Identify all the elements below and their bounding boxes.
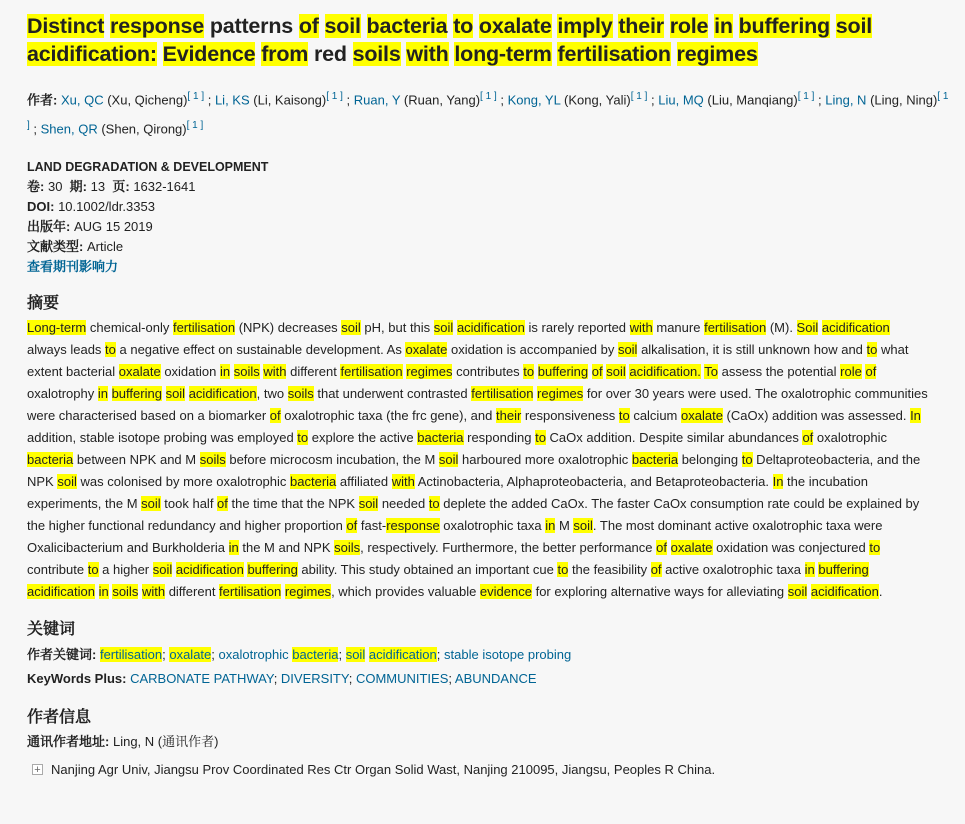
abstract-segment: . (878, 583, 883, 599)
author-affiliation-ref[interactable]: [ 1 ] (27, 91, 949, 132)
title-word: with (406, 42, 449, 66)
abstract-segment: the incubation experiments, the M (27, 473, 868, 511)
highlighted-term: to (869, 539, 881, 555)
highlighted-term: to (87, 561, 99, 577)
author-fullname: (Kong, Yali) (563, 92, 631, 108)
title-word: long-term (454, 42, 552, 66)
abstract-segment: Deltaproteobacteria, and the NPK (27, 451, 921, 489)
abstract-heading: 摘要 (27, 294, 60, 312)
abstract-segment: that underwent contrasted (313, 385, 472, 401)
issue-value: 13 (90, 178, 106, 194)
abstract-segment: responsiveness (521, 407, 619, 423)
abstract-segment: assess the potential (718, 363, 841, 379)
abstract-segment: was colonised by more oxalotrophic (76, 473, 291, 489)
title-word: from (261, 42, 309, 66)
volume-value: 30 (47, 178, 63, 194)
highlighted-term: of (650, 561, 662, 577)
abstract-segment: addition, stable isotope probing was employed (27, 429, 298, 445)
highlighted-term: soil (787, 583, 808, 599)
author-keywords-label: 作者关键词: (27, 646, 97, 662)
abstract-segment: responding (463, 429, 536, 445)
highlighted-term: buffering (247, 561, 298, 577)
highlighted-term: bacteria (290, 473, 337, 489)
highlighted-term: soil (165, 385, 186, 401)
authors-label: 作者: (27, 92, 58, 108)
highlighted-term: fertilisation (704, 319, 767, 335)
highlighted-term: to (297, 429, 309, 445)
title-word: Distinct (27, 14, 105, 38)
highlighted-term: soils (199, 451, 226, 467)
author-link[interactable]: Ling, N (825, 92, 867, 108)
abstract-segment: active oxalotrophic taxa (661, 561, 805, 577)
title-word: soil (324, 14, 361, 38)
author-fullname: (Ruan, Yang) (403, 92, 481, 108)
title-word: of (298, 14, 319, 38)
highlighted-term: in (804, 561, 815, 577)
article-title (27, 12, 951, 68)
abstract-segment: ability. This study obtained an important cue (297, 561, 558, 577)
abstract-segment: oxalotrophic taxa (439, 517, 546, 533)
abstract-segment: chemical-only (86, 319, 173, 335)
author-affiliation-ref[interactable]: [ 1 ] (187, 91, 205, 102)
keywords-heading: 关键词 (27, 620, 76, 638)
highlighted-term: with (629, 319, 653, 335)
highlighted-term: of (802, 429, 814, 445)
title-word: in (714, 14, 733, 38)
keyword-part: fertilisation (99, 646, 163, 662)
corresponding-author (27, 731, 951, 753)
abstract-segment: oxidation is accompanied by (447, 341, 618, 357)
highlighted-term: oxalate (670, 539, 713, 555)
highlighted-term: in (219, 363, 231, 379)
keyword-part: soil (345, 646, 366, 662)
highlighted-term: of (269, 407, 281, 423)
abstract-segment: . The most dominant active oxalotrophic taxa were Oxalicibacterium and Burkholderia (27, 517, 883, 555)
highlighted-term: soils (112, 583, 139, 599)
highlighted-term: of (346, 517, 358, 533)
author-affiliation-ref[interactable]: [ 1 ] (797, 91, 815, 102)
abstract-segment: Actinobacteria, Alphaproteobacteria, and Betaproteobacteria. (414, 473, 773, 489)
abstract-segment: (CaOx) addition was assessed. (722, 407, 911, 423)
highlighted-term: buffering (537, 363, 589, 379)
keyword-part: bacteria (292, 646, 339, 662)
pages-value: 1632-1641 (133, 178, 196, 194)
doctype-value: Article (86, 238, 124, 254)
highlighted-term: of (656, 539, 667, 555)
highlighted-term: with (263, 363, 287, 379)
keyword-plus-link[interactable]: CARBONATE PATHWAY (130, 670, 274, 686)
abstract-segment: calcium (629, 407, 681, 423)
title-word: imply (557, 14, 613, 38)
title-word: response (110, 14, 205, 38)
highlighted-term: Long-term (27, 319, 87, 335)
abstract-segment: , two (256, 385, 288, 401)
highlighted-term: soil (617, 341, 638, 357)
highlighted-term: In (772, 473, 784, 489)
issue-label: 期: (69, 178, 88, 194)
abstract-segment: CaOx addition. Despite similar abundances (545, 429, 803, 445)
abstract-segment: (M). (766, 319, 797, 335)
author-link[interactable]: Liu, MQ (658, 92, 704, 108)
highlighted-term: evidence (479, 583, 532, 599)
author-keyword-link[interactable] (346, 647, 437, 662)
abstract-segment: explore the active (308, 429, 418, 445)
abstract-segment: oxidation was conjectured (712, 539, 870, 555)
highlighted-term: Soil (796, 319, 819, 335)
keyword-part: stable isotope probing (444, 646, 572, 662)
title-word: to (453, 14, 474, 38)
abstract-segment: is rarely reported (524, 319, 630, 335)
author-fullname: (Ling, Ning) (870, 92, 938, 108)
authors-line: 作者: Xu, QC (Xu, Qicheng)[ 1 ] ; Li, KS (Li, Kaisong)[ 1 ] ; Ruan, Y (Ruan, Yang)[ 1 ] ; Kong, YL (Kong, Yali)[ 1 ] ; Liu, MQ (Liu, Manqiang)[ 1 ] ; Ling, N (Ling, Ning)[ 1 ] ; Shen, QR (Shen, Qirong)[ 1 ] (27, 91, 949, 137)
abstract-segment: , respectively. Furthermore, the better performance (360, 539, 657, 555)
highlighted-term: to (105, 341, 116, 357)
highlighted-term: in (228, 539, 239, 555)
doi-label: DOI: (27, 198, 55, 214)
author-keyword-link[interactable] (169, 647, 211, 662)
author-fullname: (Li, Kaisong) (253, 92, 327, 108)
highlighted-term: with (141, 583, 166, 599)
pubyear-label: 出版年: (27, 218, 71, 234)
abstract-segment: fast- (357, 517, 387, 533)
author-link[interactable]: Li, KS (214, 92, 250, 108)
title-word: buffering (738, 14, 830, 38)
volume-label: 卷: (27, 178, 45, 194)
title-word: red (313, 42, 347, 66)
highlighted-term: soil (152, 561, 173, 577)
highlighted-term: to (866, 341, 878, 357)
author-fullname: (Shen, Qirong) (101, 121, 187, 137)
keywords-plus-label: KeyWords Plus: (27, 670, 127, 686)
title-word: bacteria (366, 14, 448, 38)
highlighted-term: of (591, 363, 603, 379)
abstract-segment: harboured more oxalotrophic (458, 451, 632, 467)
highlighted-term: soils (334, 539, 361, 555)
highlighted-term: fertilisation (219, 583, 282, 599)
abstract-segment: different (286, 363, 341, 379)
address-text: Nanjing Agr Univ, Jiangsu Prov Coordinated Res Ctr Organ Solid Wast, Nanjing 210095, Jiangsu, Peoples R China. (51, 761, 716, 777)
abstract-segment: contribute (27, 561, 88, 577)
author-info-heading: 作者信息 (27, 708, 92, 726)
highlighted-term: response (386, 517, 440, 533)
author-affiliation-ref[interactable]: [ 1 ] (326, 91, 343, 102)
highlighted-term: regimes (537, 385, 584, 401)
highlighted-term: regimes (406, 363, 453, 379)
highlighted-term: in (97, 385, 108, 401)
doctype-label: 文献类型: (27, 238, 84, 254)
title-word: Evidence (162, 42, 256, 66)
abstract-segment: oxalotrophic taxa (the frc gene), and (280, 407, 496, 423)
corr-author-label: 通讯作者地址: (27, 733, 110, 749)
author-keyword-link[interactable] (219, 647, 339, 662)
highlighted-term: soils (287, 385, 314, 401)
title-word: regimes (676, 42, 758, 66)
abstract-segment: pH, but this (360, 319, 434, 335)
abstract-segment: took half (160, 495, 218, 511)
highlighted-term: bacteria (27, 451, 74, 467)
expand-plus-icon[interactable]: + (32, 764, 43, 775)
highlighted-term: soil (606, 363, 626, 379)
title-word: patterns (209, 14, 294, 38)
highlighted-term: soil (141, 495, 161, 511)
abstract-segment: a higher (98, 561, 153, 577)
highlighted-term: bacteria (631, 451, 679, 467)
journal-name[interactable]: LAND DEGRADATION & DEVELOPMENT (27, 159, 269, 174)
highlighted-term: fertilisation (340, 363, 403, 379)
abstract-segment: (NPK) decreases (235, 319, 342, 335)
title-word: their (618, 14, 664, 38)
highlighted-term: with (391, 473, 415, 489)
highlighted-term: of (865, 363, 877, 379)
highlighted-term: acidification (456, 319, 525, 335)
highlighted-term: to (557, 561, 569, 577)
highlighted-term: oxalate (405, 341, 448, 357)
keyword-part: oxalotrophic (218, 646, 293, 662)
keyword-plus-link[interactable]: ABUNDANCE (454, 670, 537, 686)
abstract-segment: a negative effect on sustainable development. As (115, 341, 406, 357)
author-affiliation-ref[interactable]: [ 1 ] (186, 120, 204, 132)
abstract-segment: oxalotrophy (27, 385, 98, 401)
highlighted-term: buffering (111, 385, 162, 401)
highlighted-term: to (428, 495, 440, 511)
author-link[interactable]: Kong, YL (507, 92, 561, 108)
journal-impact-link[interactable]: 查看期刊影响力 (27, 258, 119, 274)
highlighted-term: in (545, 517, 556, 533)
author-link[interactable]: Shen, QR (40, 121, 98, 137)
highlighted-term: bacteria (417, 429, 464, 445)
doi-value: 10.1002/ldr.3353 (58, 198, 155, 214)
highlighted-term: oxalate (681, 407, 723, 423)
title-word: oxalate (478, 14, 552, 38)
highlighted-term: acidification (27, 583, 95, 599)
highlighted-term: soil (438, 451, 459, 467)
abstract-segment: manure (652, 319, 705, 335)
abstract-segment: always leads (27, 341, 106, 357)
author-affiliation-ref[interactable]: [ 1 ] (480, 91, 497, 102)
abstract-segment: what extent bacterial (27, 341, 909, 379)
abstract-segment: oxalotrophic (813, 429, 888, 445)
author-affiliation-ref[interactable]: [ 1 ] (630, 91, 648, 102)
highlighted-term: In (910, 407, 921, 423)
author-link[interactable]: Xu, QC (60, 92, 104, 108)
abstract-segment: before microcosm incubation, the M (225, 451, 439, 467)
author-fullname: (Xu, Qicheng) (107, 92, 188, 108)
abstract-segment: the time that the NPK (227, 495, 359, 511)
abstract-segment: alkalisation, it is still unknown how and (637, 341, 867, 357)
highlighted-term: role (840, 363, 862, 379)
highlighted-term: acidification (188, 385, 257, 401)
abstract-segment: needed (378, 495, 429, 511)
abstract-text (27, 317, 951, 603)
abstract-segment: for over 30 years were used. The oxalotrophic communities were characterised based on a biomarker (27, 385, 928, 423)
abstract-segment: for exploring alternative ways for alleviating (531, 583, 788, 599)
author-link[interactable]: Ruan, Y (353, 92, 401, 108)
abstract-segment: M (555, 517, 574, 533)
journal-info (27, 157, 951, 277)
highlighted-term: their (496, 407, 522, 423)
author-keywords: 作者关键词: fertilisation; oxalate; oxalotrophic bacteria; soil acidification; stable isotope probing (27, 646, 572, 662)
abstract-segment: , which provides valuable (331, 583, 480, 599)
keyword-plus-link[interactable]: COMMUNITIES (355, 670, 449, 686)
abstract-segment: the M and NPK (238, 539, 335, 555)
author-keyword-link[interactable] (444, 647, 571, 662)
abstract-segment: contributes (452, 363, 524, 379)
abstract-segment: belonging (678, 451, 742, 467)
title-word: role (669, 14, 709, 38)
abstract-segment: oxidation (160, 363, 220, 379)
abstract-segment: between NPK and M (73, 451, 200, 467)
highlighted-term: to (618, 407, 630, 423)
title-word: soil (835, 14, 872, 38)
keyword-plus-link[interactable]: DIVERSITY (280, 670, 349, 686)
highlighted-term: acidification (175, 561, 244, 577)
highlighted-term: of (217, 495, 228, 511)
highlighted-term: acidification. (629, 363, 701, 379)
highlighted-term: fertilisation (172, 319, 236, 335)
title-word: soils (352, 42, 401, 66)
highlighted-term: to (523, 363, 535, 379)
abstract-segment: the feasibility (568, 561, 651, 577)
pubyear-value: AUG 15 2019 (73, 218, 153, 234)
highlighted-term: To (704, 363, 719, 379)
author-fullname: (Liu, Manqiang) (707, 92, 798, 108)
author-keyword-link[interactable] (100, 647, 162, 662)
highlighted-term: soils (233, 363, 260, 379)
abstract-segment: affiliated (336, 473, 392, 489)
highlighted-term: soil (573, 517, 593, 533)
pages-label: 页: (112, 178, 130, 194)
title-word: fertilisation (557, 42, 671, 66)
abstract-segment: deplete the added CaOx. The faster CaOx consumption rate could be explained by the higher functional redundancy and higher proportion (27, 495, 920, 533)
highlighted-term: acidification (810, 583, 879, 599)
highlighted-term: to (741, 451, 753, 467)
abstract-segment: different (165, 583, 220, 599)
highlighted-term: buffering (818, 561, 869, 577)
highlighted-term: acidification (821, 319, 890, 335)
highlighted-term: in (98, 583, 109, 599)
highlighted-term: fertilisation (471, 385, 534, 401)
highlighted-term: to (535, 429, 546, 445)
highlighted-term: oxalate (118, 363, 161, 379)
highlighted-term: soil (433, 319, 454, 335)
highlighted-term: regimes (284, 583, 332, 599)
keyword-part: oxalate (169, 646, 212, 662)
keyword-part: acidification (368, 646, 437, 662)
keywords-plus: KeyWords Plus: CARBONATE PATHWAY; DIVERSITY; COMMUNITIES; ABUNDANCE (27, 670, 537, 686)
highlighted-term: soil (341, 319, 361, 335)
highlighted-term: soil (57, 473, 77, 489)
title-word: acidification: (27, 42, 157, 66)
highlighted-term: soil (358, 495, 379, 511)
address-row (27, 759, 951, 781)
corr-author-value: Ling, N (通讯作者) (112, 733, 219, 749)
